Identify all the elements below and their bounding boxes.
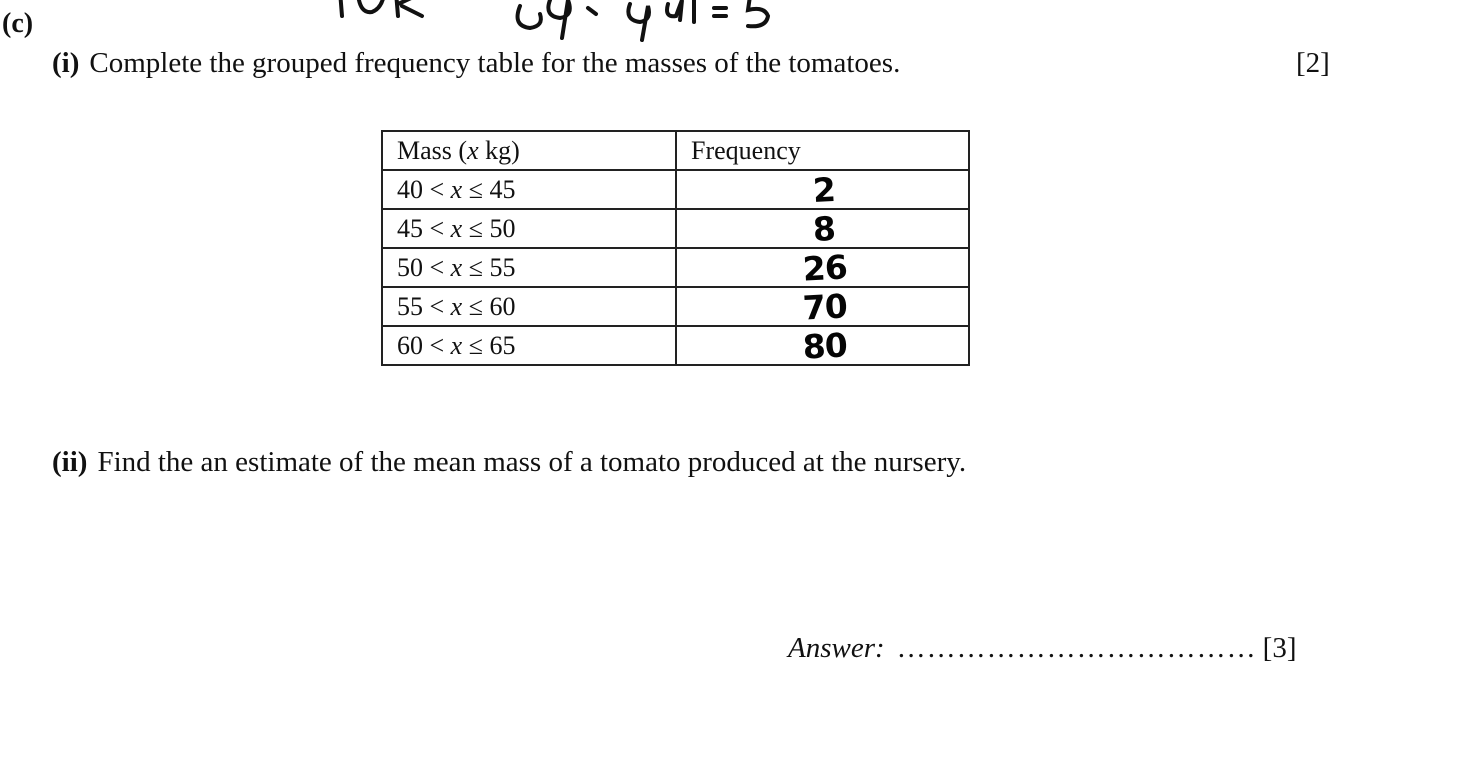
question-ii-number: (ii) xyxy=(52,446,88,478)
handwritten-frequency: 70 xyxy=(801,285,848,328)
table-row xyxy=(382,170,969,209)
table-row xyxy=(382,248,969,287)
table-row xyxy=(382,287,969,326)
question-i-number: (i) xyxy=(52,47,80,79)
mass-interval-cell: 45 < x ≤ 50 xyxy=(382,209,676,248)
answer-marks: [3] xyxy=(1262,632,1297,664)
mass-interval-cell: 50 < x ≤ 55 xyxy=(382,248,676,287)
question-i xyxy=(52,47,900,80)
mass-interval-cell: 40 < x ≤ 45 xyxy=(382,170,676,209)
handwritten-frequency: 80 xyxy=(801,324,848,367)
answer-label: Answer: xyxy=(788,632,885,664)
table-row xyxy=(382,209,969,248)
question-i-marks: [2] xyxy=(1296,47,1330,79)
table-row xyxy=(382,326,969,365)
mass-interval-cell: 60 < x ≤ 65 xyxy=(382,326,676,365)
table-header-row xyxy=(382,131,969,170)
question-ii xyxy=(52,446,966,479)
answer-line xyxy=(788,632,1297,665)
handwritten-scribble-top xyxy=(330,0,890,46)
part-label: (c) xyxy=(2,8,34,39)
handwritten-frequency: 8 xyxy=(811,208,836,249)
frequency-cell[interactable] xyxy=(676,326,969,365)
handwritten-frequency: 26 xyxy=(801,246,848,289)
frequency-cell[interactable] xyxy=(676,287,969,326)
question-i-text: Complete the grouped frequency table for the masses of the tomatoes. xyxy=(89,47,901,79)
mass-interval-cell: 55 < x ≤ 60 xyxy=(382,287,676,326)
answer-input[interactable]: ……………………………… xyxy=(896,632,1257,664)
frequency-column-header: Frequency xyxy=(676,131,969,170)
frequency-table xyxy=(381,130,970,366)
frequency-cell[interactable] xyxy=(676,170,969,209)
mass-column-header: Mass (x kg) xyxy=(382,131,676,170)
frequency-cell[interactable] xyxy=(676,248,969,287)
question-ii-text: Find the an estimate of the mean mass of a tomato produced at the nursery. xyxy=(97,446,967,478)
frequency-cell[interactable] xyxy=(676,209,969,248)
handwritten-frequency: 2 xyxy=(811,169,836,210)
